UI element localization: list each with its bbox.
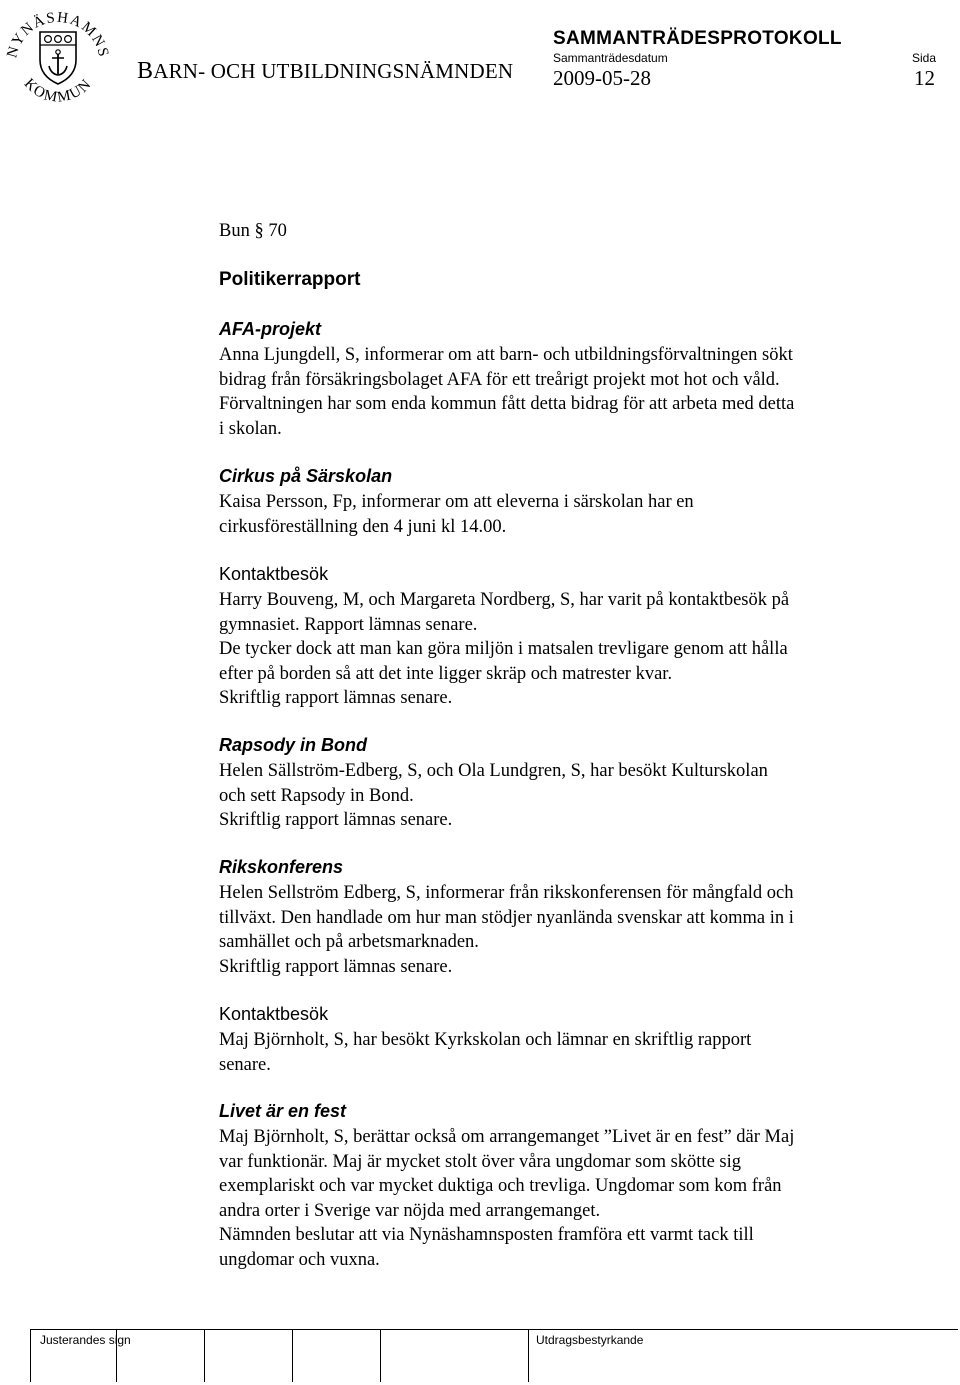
- section-title: Politikerrapport: [219, 269, 361, 290]
- paragraph-number: Bun § 70: [219, 221, 287, 241]
- text-line: samhället och på arbetsmarknaden.: [219, 932, 479, 952]
- section-body-rapsody: [219, 759, 919, 833]
- text-line: Helen Sällström-Edberg, S, och Ola Lundgren, S, har besökt Kulturskolan: [219, 761, 768, 781]
- text-line: De tycker dock att man kan göra miljön i matsalen trevligare genom att hålla: [219, 639, 788, 659]
- text-line: Kaisa Persson, Fp, informerar om att eleverna i särskolan har en: [219, 492, 694, 512]
- section-body-kontaktbesok-kyrkskolan: [219, 1028, 919, 1077]
- text-line: Maj Björnholt, S, berättar också om arrangemanget ”Livet är en fest” där Maj: [219, 1127, 795, 1147]
- text-line: gymnasiet. Rapport lämnas senare.: [219, 614, 478, 635]
- section-body-afa-projekt: [219, 343, 919, 441]
- text-line: andra orter i Sverige var nöjda med arrangemanget.: [219, 1200, 601, 1221]
- text-line: ungdomar och vuxna.: [219, 1249, 380, 1270]
- footer-divider: [528, 1330, 529, 1382]
- svg-text:NYNÄSHAMNS: [4, 10, 111, 60]
- text-line: Skriftlig rapport lämnas senare.: [219, 810, 453, 830]
- logo-text-top: NYNÄSHAMNS: [4, 9, 112, 60]
- municipality-logo: [4, 2, 112, 106]
- section-heading-afa-projekt: AFA-projekt: [219, 319, 322, 339]
- text-line: efter på borden så att det inte ligger skräp och matrester kvar.: [219, 663, 673, 684]
- text-line: senare.: [219, 1054, 271, 1075]
- section-body-kontaktbesok-gymnasiet: [219, 588, 919, 711]
- committee-name: [137, 58, 513, 85]
- date-label: Sammanträdesdatum: [553, 51, 668, 65]
- utdragsbestyrkande-label: Utdragsbestyrkande: [536, 1333, 644, 1347]
- text-line: cirkusföreställning den 4 juni kl 14.00.: [219, 516, 507, 537]
- text-line: var funktionär. Maj är mycket stolt över våra ungdomar som skötte sig: [219, 1151, 741, 1172]
- text-line: tillväxt. Den handlade om hur man stödjer nyanlända svenskar att komma in i: [219, 907, 794, 928]
- signature-footer: [30, 1329, 958, 1382]
- committee-rest: ARN- OCH UTBILDNINGSNÄMNDEN: [153, 59, 514, 83]
- text-line: Anna Ljungdell, S, informerar om att barn- och utbildningsförvaltningen sökt: [219, 345, 793, 365]
- section-heading-rikskonferens: Rikskonferens: [219, 857, 344, 877]
- footer-divider: [30, 1330, 31, 1382]
- text-line: Förvaltningen har som enda kommun fått detta bidrag för att arbeta med detta: [219, 394, 795, 414]
- svg-text:KOMMUN: [21, 76, 95, 106]
- text-line: Harry Bouveng, M, och Margareta Nordberg, S, har varit på kontaktbesök på: [219, 590, 790, 610]
- protocol-title: SAMMANTRÄDESPROTOKOLL: [553, 28, 842, 49]
- text-line: bidrag från försäkringsbolaget AFA för ett treårigt projekt mot hot och våld.: [219, 369, 780, 390]
- section-body-livet-ar-en-fest: [219, 1125, 919, 1272]
- section-body-cirkus: [219, 490, 919, 539]
- justerandes-sign-label: Justerandes sign: [40, 1333, 131, 1347]
- committee-initial: B: [137, 58, 154, 84]
- footer-divider: [204, 1330, 205, 1382]
- footer-divider: [292, 1330, 293, 1382]
- section-heading-cirkus: Cirkus på Särskolan: [219, 466, 393, 486]
- section-heading-kontaktbesok-gymnasiet: Kontaktbesök: [219, 564, 329, 584]
- text-line: och sett Rapsody in Bond.: [219, 785, 414, 806]
- text-line: Helen Sellström Edberg, S, informerar från rikskonferensen för mångfald och: [219, 883, 794, 903]
- section-heading-kontaktbesok-kyrkskolan: Kontaktbesök: [219, 1004, 329, 1024]
- text-line: i skolan.: [219, 418, 282, 439]
- text-line: exemplariskt och var mycket duktiga och trevliga. Ungdomar som kom från: [219, 1176, 782, 1196]
- text-line: Maj Björnholt, S, har besökt Kyrkskolan och lämnar en skriftlig rapport: [219, 1030, 752, 1050]
- section-heading-livet-ar-en-fest: Livet är en fest: [219, 1101, 347, 1121]
- text-line: Skriftlig rapport lämnas senare.: [219, 956, 453, 977]
- section-body-rikskonferens: [219, 881, 919, 979]
- page-label: Sida: [912, 51, 937, 65]
- section-heading-rapsody: Rapsody in Bond: [219, 735, 367, 755]
- text-line: Nämnden beslutar att via Nynäshamnsposten framföra ett varmt tack till: [219, 1225, 754, 1245]
- logo-text-bottom: KOMMUN: [20, 75, 96, 106]
- text-line: Skriftlig rapport lämnas senare.: [219, 688, 453, 708]
- footer-divider: [380, 1330, 381, 1382]
- page-number: 12: [914, 66, 935, 90]
- meeting-date: 2009-05-28: [553, 66, 651, 90]
